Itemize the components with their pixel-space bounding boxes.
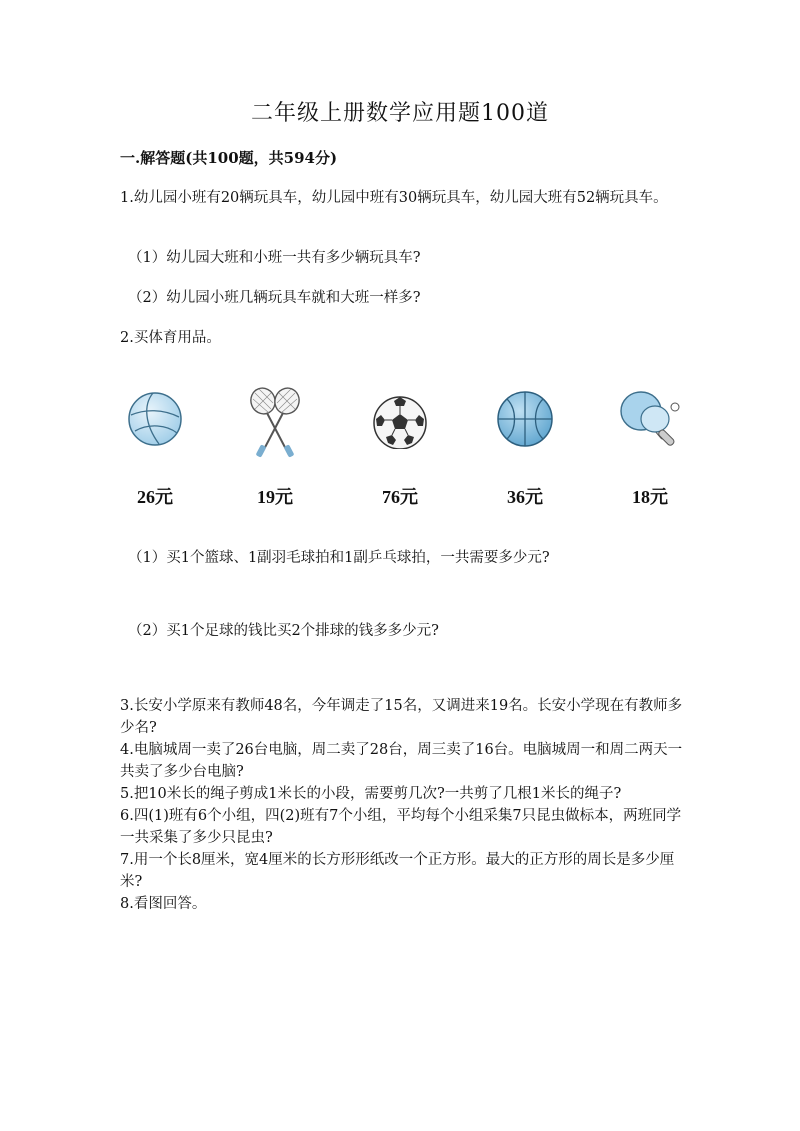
soccer-ball-icon [368, 385, 432, 449]
price-badminton-rackets: 19元 [257, 487, 293, 507]
sports-goods-row [100, 385, 700, 515]
question-5: 5.把10米长的绳子剪成1米长的小段，需要剪几次?一共剪了几根1米长的绳子? [120, 786, 622, 802]
question-1-part-1: （1）幼儿园大班和小班一共有多少辆玩具车? [128, 250, 421, 266]
question-6: 6.四(1)班有6个小组，四(2)班有7个小组，平均每个小组采集7只昆虫做标本，两班同学一共采集了多少只昆虫? [120, 808, 682, 846]
product-basketball [470, 385, 580, 510]
question-7: 7.用一个长8厘米，宽4厘米的长方形形纸改一个正方形。最大的正方形的周长是多少厘米? [120, 852, 675, 890]
question-2-part-1: （1）买1个篮球、1副羽毛球拍和1副乒乓球拍，一共需要多少元? [128, 550, 550, 566]
question-3: 3.长安小学原来有教师48名，今年调走了15名，又调进来19名。长安小学现在有教师多少名? [120, 698, 683, 736]
question-8: 8.看图回答。 [120, 896, 207, 912]
badminton-rackets-icon [243, 385, 307, 461]
question-2: 2.买体育用品。 [120, 330, 221, 346]
price-soccer-ball: 76元 [382, 487, 418, 507]
question-list [120, 695, 690, 915]
price-volleyball: 26元 [137, 487, 173, 507]
question-1: 1.幼儿园小班有20辆玩具车，幼儿园中班有30辆玩具车，幼儿园大班有52辆玩具车。 [120, 190, 668, 206]
page-title: 二年级上册数学应用题100道 [251, 101, 549, 126]
volleyball-icon [123, 385, 187, 449]
product-volleyball [100, 385, 210, 510]
price-basketball: 36元 [507, 487, 543, 507]
basketball-icon [493, 385, 557, 449]
question-2-part-2: （2）买1个足球的钱比买2个排球的钱多多少元? [128, 623, 439, 639]
ping-pong-paddle-icon [615, 385, 685, 449]
price-ping-pong-paddles: 18元 [632, 487, 668, 507]
question-4: 4.电脑城周一卖了26台电脑，周二卖了28台，周三卖了16台。电脑城周一和周二两天一共卖了多少台电脑? [120, 742, 683, 780]
product-soccer-ball [345, 385, 455, 510]
question-1-part-2: （2）幼儿园小班几辆玩具车就和大班一样多? [128, 290, 421, 306]
product-badminton-rackets [220, 385, 330, 510]
section-heading: 一.解答题(共100题，共594分) [120, 149, 338, 167]
product-ping-pong-paddles [595, 385, 705, 510]
